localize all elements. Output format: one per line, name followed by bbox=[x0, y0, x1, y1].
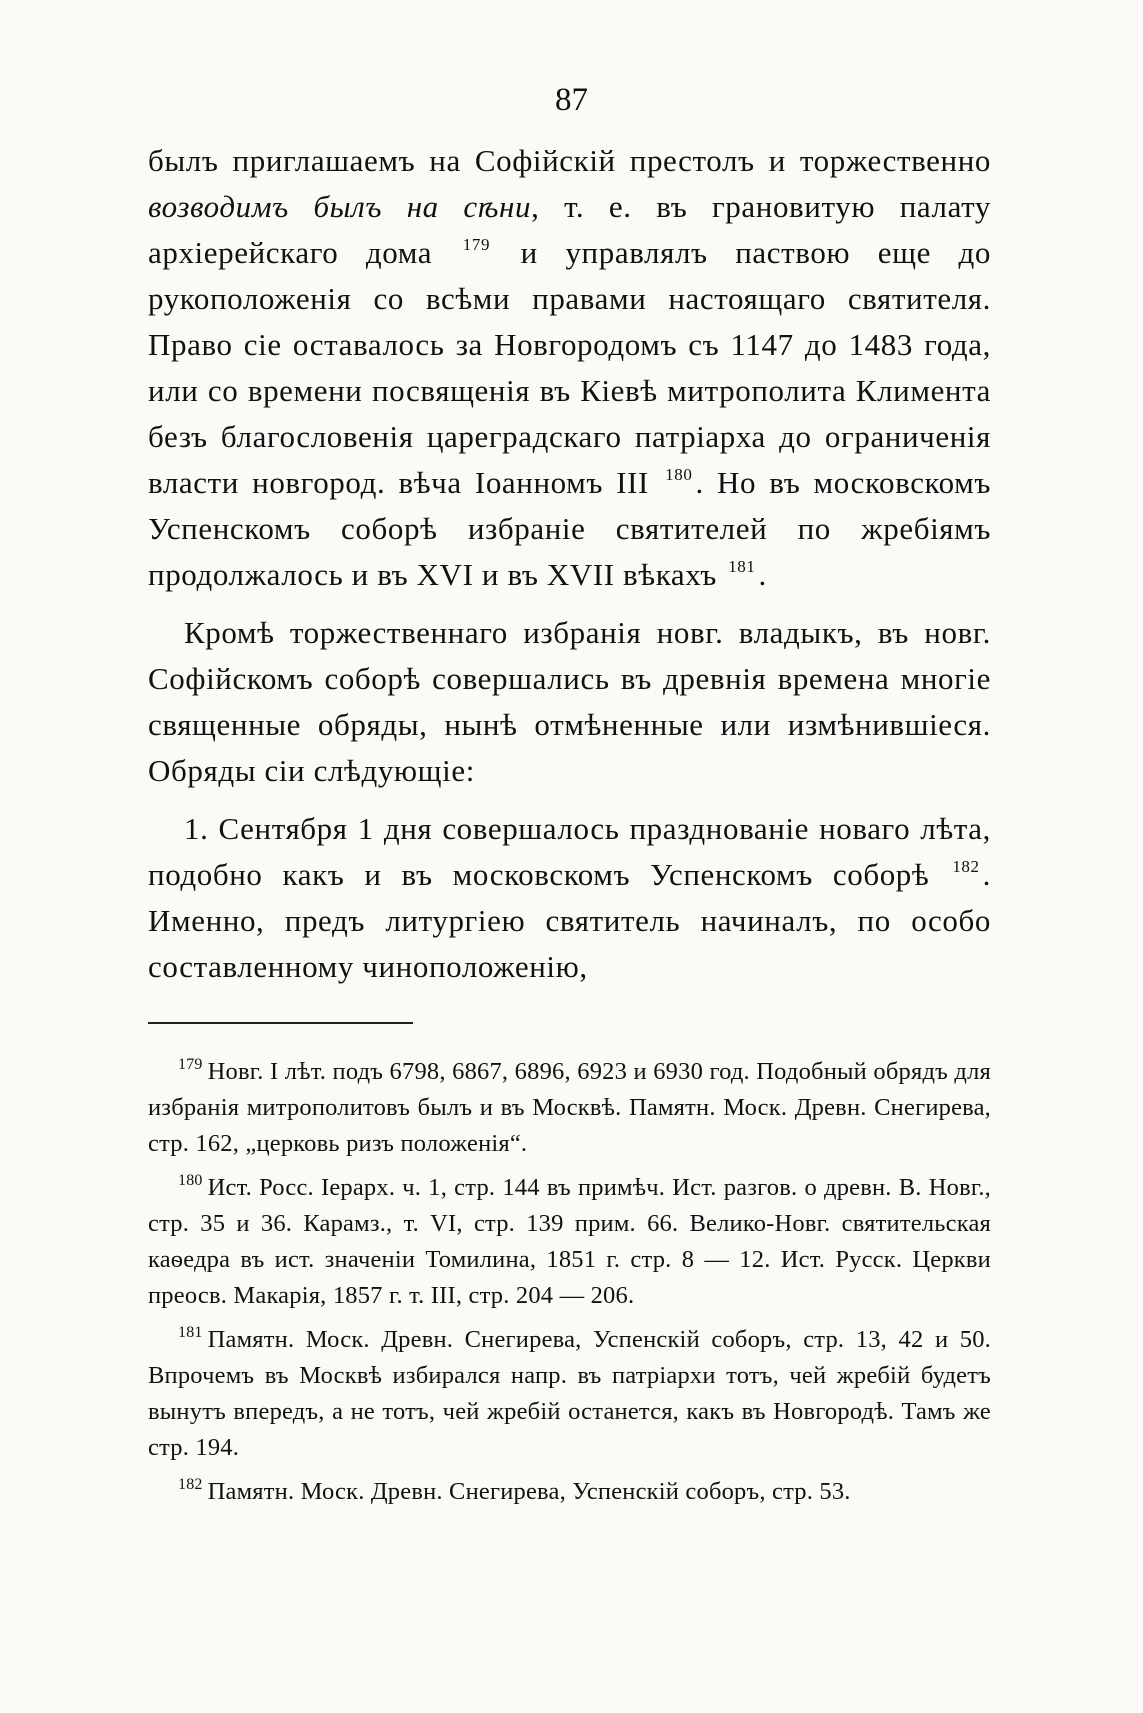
footnotes bbox=[148, 1054, 991, 1518]
footnote-text: Новг. I лѣт. подъ 6798, 6867, 6896, 6923 и 6930 год. Подобный обрядъ для избранія митрополитовъ былъ и въ Москвѣ. Памятн. Моск. Древн. Снегирева, стр. 162, „церковь ризъ положенія“. bbox=[148, 1058, 991, 1157]
footnote-number: 180 bbox=[178, 1172, 203, 1189]
main-text bbox=[148, 138, 991, 990]
text-run: . bbox=[758, 557, 767, 592]
footnote-divider bbox=[148, 1022, 413, 1024]
footnote-ref-180[interactable]: 180 bbox=[665, 465, 693, 484]
footnote-number: 179 bbox=[178, 1056, 203, 1073]
footnote-179 bbox=[148, 1054, 991, 1162]
footnote-180 bbox=[148, 1170, 991, 1314]
paragraph-3 bbox=[148, 806, 991, 990]
footnote-181 bbox=[148, 1322, 991, 1466]
text-run: былъ приглашаемъ на Софійскій престолъ и торжественно bbox=[148, 143, 991, 178]
text-run: . Но въ московскомъ Успенскомъ соборѣ избраніе святителей по жребіямъ продолжалось и въ XVI и въ XVII вѣкахъ bbox=[148, 465, 992, 592]
paragraph-1 bbox=[148, 138, 991, 598]
text-run: и управлялъ паствою еще до рукоположенія со всѣми правами настоящаго святителя. Право сіе оставалось за Новгородомъ съ 1147 до 1483 года, или со времени посвященія въ Кіевѣ митрополита Климента безъ благословенія цареградскаго патріарха до ограниченія власти новгород. вѣча Іоанномъ III bbox=[148, 235, 992, 500]
footnote-182 bbox=[148, 1474, 991, 1510]
page-number: 87 bbox=[555, 82, 588, 118]
text-run: , т. е. въ грановитую палату архіерейскаго дома bbox=[148, 189, 991, 270]
footnote-ref-179[interactable]: 179 bbox=[462, 235, 491, 254]
italic-phrase: возводимъ былъ на сѣни bbox=[148, 189, 532, 224]
footnote-number: 181 bbox=[178, 1324, 203, 1341]
footnote-ref-182[interactable]: 182 bbox=[952, 857, 980, 876]
footnote-number: 182 bbox=[178, 1476, 203, 1493]
footnote-text: Ист. Росс. Іерарх. ч. 1, стр. 144 въ примѣч. Ист. разгов. о древн. В. Новг., стр. 35 и 36. Карамз., т. VI, стр. 139 прим. 66. Велико-Новг. святительская каѳедра въ ист. значеніи Томилина, 1851 г. стр. 8 — 12. Ист. Русск. Церкви преосв. Макарія, 1857 г. т. III, стр. 204 — 206. bbox=[148, 1174, 991, 1309]
footnote-ref-181[interactable]: 181 bbox=[728, 557, 756, 576]
footnote-text: Памятн. Моск. Древн. Снегирева, Успенскій соборъ, стр. 13, 42 и 50. Впрочемъ въ Москвѣ избирался напр. въ патріархи тотъ, чей жребій будетъ вынутъ впередъ, а не тотъ, чей жребій останется, какъ въ Новгородѣ. Тамъ же стр. 194. bbox=[148, 1326, 991, 1461]
paragraph-2: Кромѣ торжественнаго избранія новг. владыкъ, въ новг. Софійскомъ соборѣ совершались въ древнія времена многіе священные обряды, нынѣ отмѣненные или измѣнившіеся. Обряды сіи слѣдующіе: bbox=[148, 615, 991, 788]
text-run: . Именно, предъ литургіею святитель начиналъ, по особо составленному чиноположенію, bbox=[148, 857, 991, 984]
text-run: 1. Сентября 1 дня совершалось празднованіе новаго лѣта, подобно какъ и въ московскомъ Успенскомъ соборѣ bbox=[148, 811, 991, 892]
footnote-text: Памятн. Моск. Древн. Снегирева, Успенскій соборъ, стр. 53. bbox=[207, 1478, 851, 1505]
